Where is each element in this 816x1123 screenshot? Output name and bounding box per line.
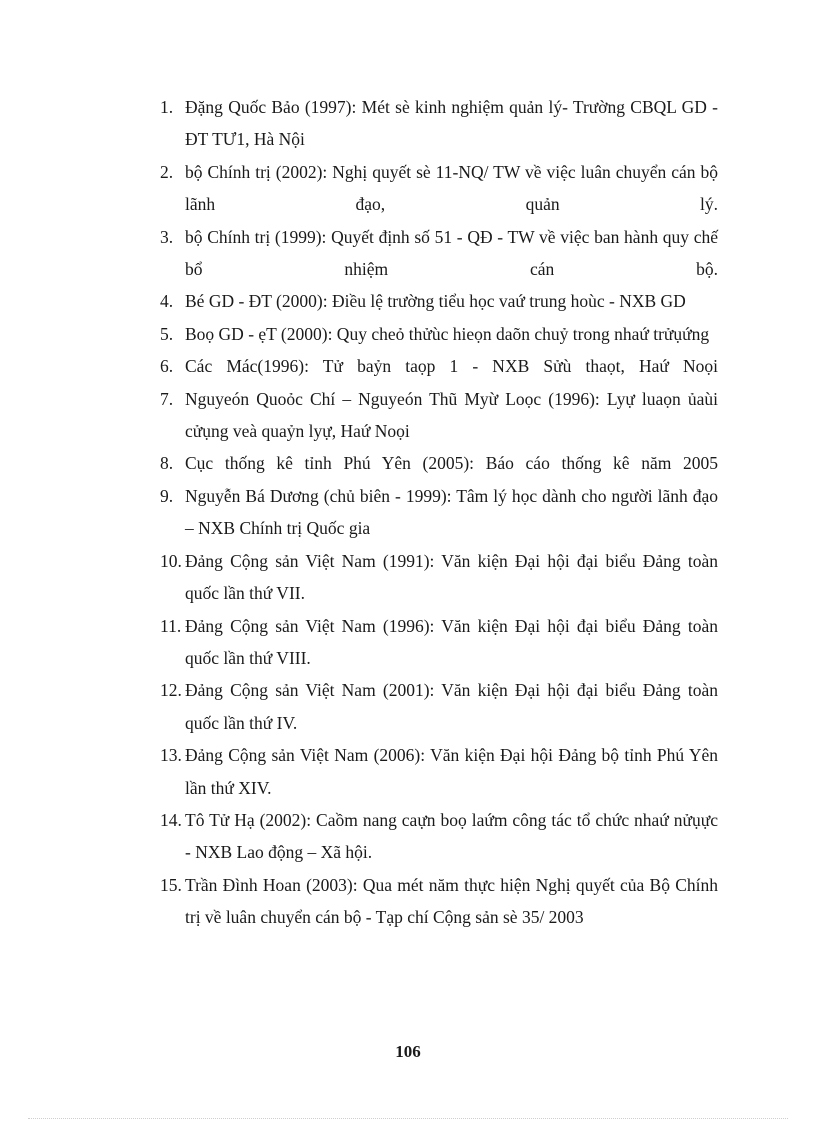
reference-text: Bé GD - ĐT (2000): Điều lệ trường tiểu học vaứ trung hoùc - NXB GD xyxy=(185,291,686,312)
reference-text: Nguyễn Bá Dương (chủ biên - 1999): Tâm lý học dành cho người lãnh đạo – NXB Chính trị Quốc gia xyxy=(185,485,718,539)
reference-item-13 xyxy=(160,739,718,804)
reference-item-1 xyxy=(160,91,718,156)
reference-item-10 xyxy=(160,545,718,610)
reference-number: 5. xyxy=(160,323,174,344)
reference-text: bộ Chính trị (1999): Quyết định số 51 - QĐ - TW về việc ban hành quy chế bổ nhiệm cán bộ. xyxy=(185,226,718,280)
reference-number: 4. xyxy=(160,291,174,312)
reference-item-15 xyxy=(160,869,718,934)
reference-number: 6. xyxy=(160,356,174,377)
reference-number: 8. xyxy=(160,453,174,474)
reference-item-12 xyxy=(160,674,718,739)
reference-text: Đảng Cộng sản Việt Nam (1996): Văn kiện Đại hội đại biểu Đảng toàn quốc lần thứ VIII. xyxy=(185,615,718,668)
reference-text: Boọ GD - ẹT (2000): Quy cheỏ thửùc hieọn daõn chuỷ trong nhaứ trửụứng xyxy=(185,323,710,344)
reference-text: Cục thống kê tỉnh Phú Yên (2005): Báo cáo thống kê năm 2005 xyxy=(185,453,718,474)
reference-item-9 xyxy=(160,480,718,545)
reference-text: Tô Tử Hạ (2002): Caồm nang caựn boọ laứm công tác tổ chức nhaứ nửụực - NXB Lao động – Xã hội. xyxy=(185,809,718,863)
reference-text: Đảng Cộng sản Việt Nam (1991): Văn kiện Đại hội đại biểu Đảng toàn quốc lần thứ VII. xyxy=(185,550,718,604)
reference-number: 14. xyxy=(160,809,182,830)
reference-item-4 xyxy=(160,285,718,317)
footer-divider xyxy=(28,1118,788,1119)
reference-text: bộ Chính trị (2002): Nghị quyết sè 11-NQ/ TW về việc luân chuyển cán bộ lãnh đạo, quản lý. xyxy=(185,161,718,215)
reference-number: 12. xyxy=(160,680,182,701)
reference-item-5 xyxy=(160,318,718,350)
reference-number: 11. xyxy=(160,615,182,636)
reference-number: 10. xyxy=(160,550,182,571)
reference-text: Đặng Quốc Bảo (1997): Mét sè kinh nghiệm quản lý- Trường CBQL GD - ĐT TƯ1, Hà Nội xyxy=(185,97,718,150)
reference-item-11 xyxy=(160,610,718,675)
reference-text: Đảng Cộng sản Việt Nam (2006): Văn kiện Đại hội Đảng bộ tỉnh Phú Yên lần thứ XIV. xyxy=(185,745,718,798)
reference-text: Các Mác(1996): Tử baỷn taọp 1 - NXB Sửù thaọt, Haứ Noọi xyxy=(185,356,718,377)
reference-item-3 xyxy=(160,221,718,286)
reference-item-8 xyxy=(160,447,718,479)
reference-item-6 xyxy=(160,350,718,382)
reference-text: Trần Đình Hoan (2003): Qua mét năm thực hiện Nghị quyết của Bộ Chính trị về luân chuyển cán bộ - Tạp chí Cộng sản sè 35/ 2003 xyxy=(185,874,718,928)
reference-item-14 xyxy=(160,804,718,869)
reference-number: 3. xyxy=(160,226,174,247)
reference-list xyxy=(160,91,718,934)
reference-number: 9. xyxy=(160,485,174,506)
reference-item-2 xyxy=(160,156,718,221)
reference-number: 13. xyxy=(160,745,182,766)
reference-number: 15. xyxy=(160,874,182,895)
reference-text: Nguyeón Quoỏc Chí – Nguyeón Thũ Myừ Loọc (1996): Lyự luaọn ủaùi cửụng veà quaỷn lyự, Haứ Noọi xyxy=(185,388,718,442)
reference-text: Đảng Cộng sản Việt Nam (2001): Văn kiện Đại hội đại biểu Đảng toàn quốc lần thứ IV. xyxy=(185,680,718,733)
reference-item-7 xyxy=(160,383,718,448)
reference-number: 1. xyxy=(160,97,174,117)
page-number: 106 xyxy=(395,1042,421,1061)
reference-number: 7. xyxy=(160,388,174,409)
reference-number: 2. xyxy=(160,161,174,182)
